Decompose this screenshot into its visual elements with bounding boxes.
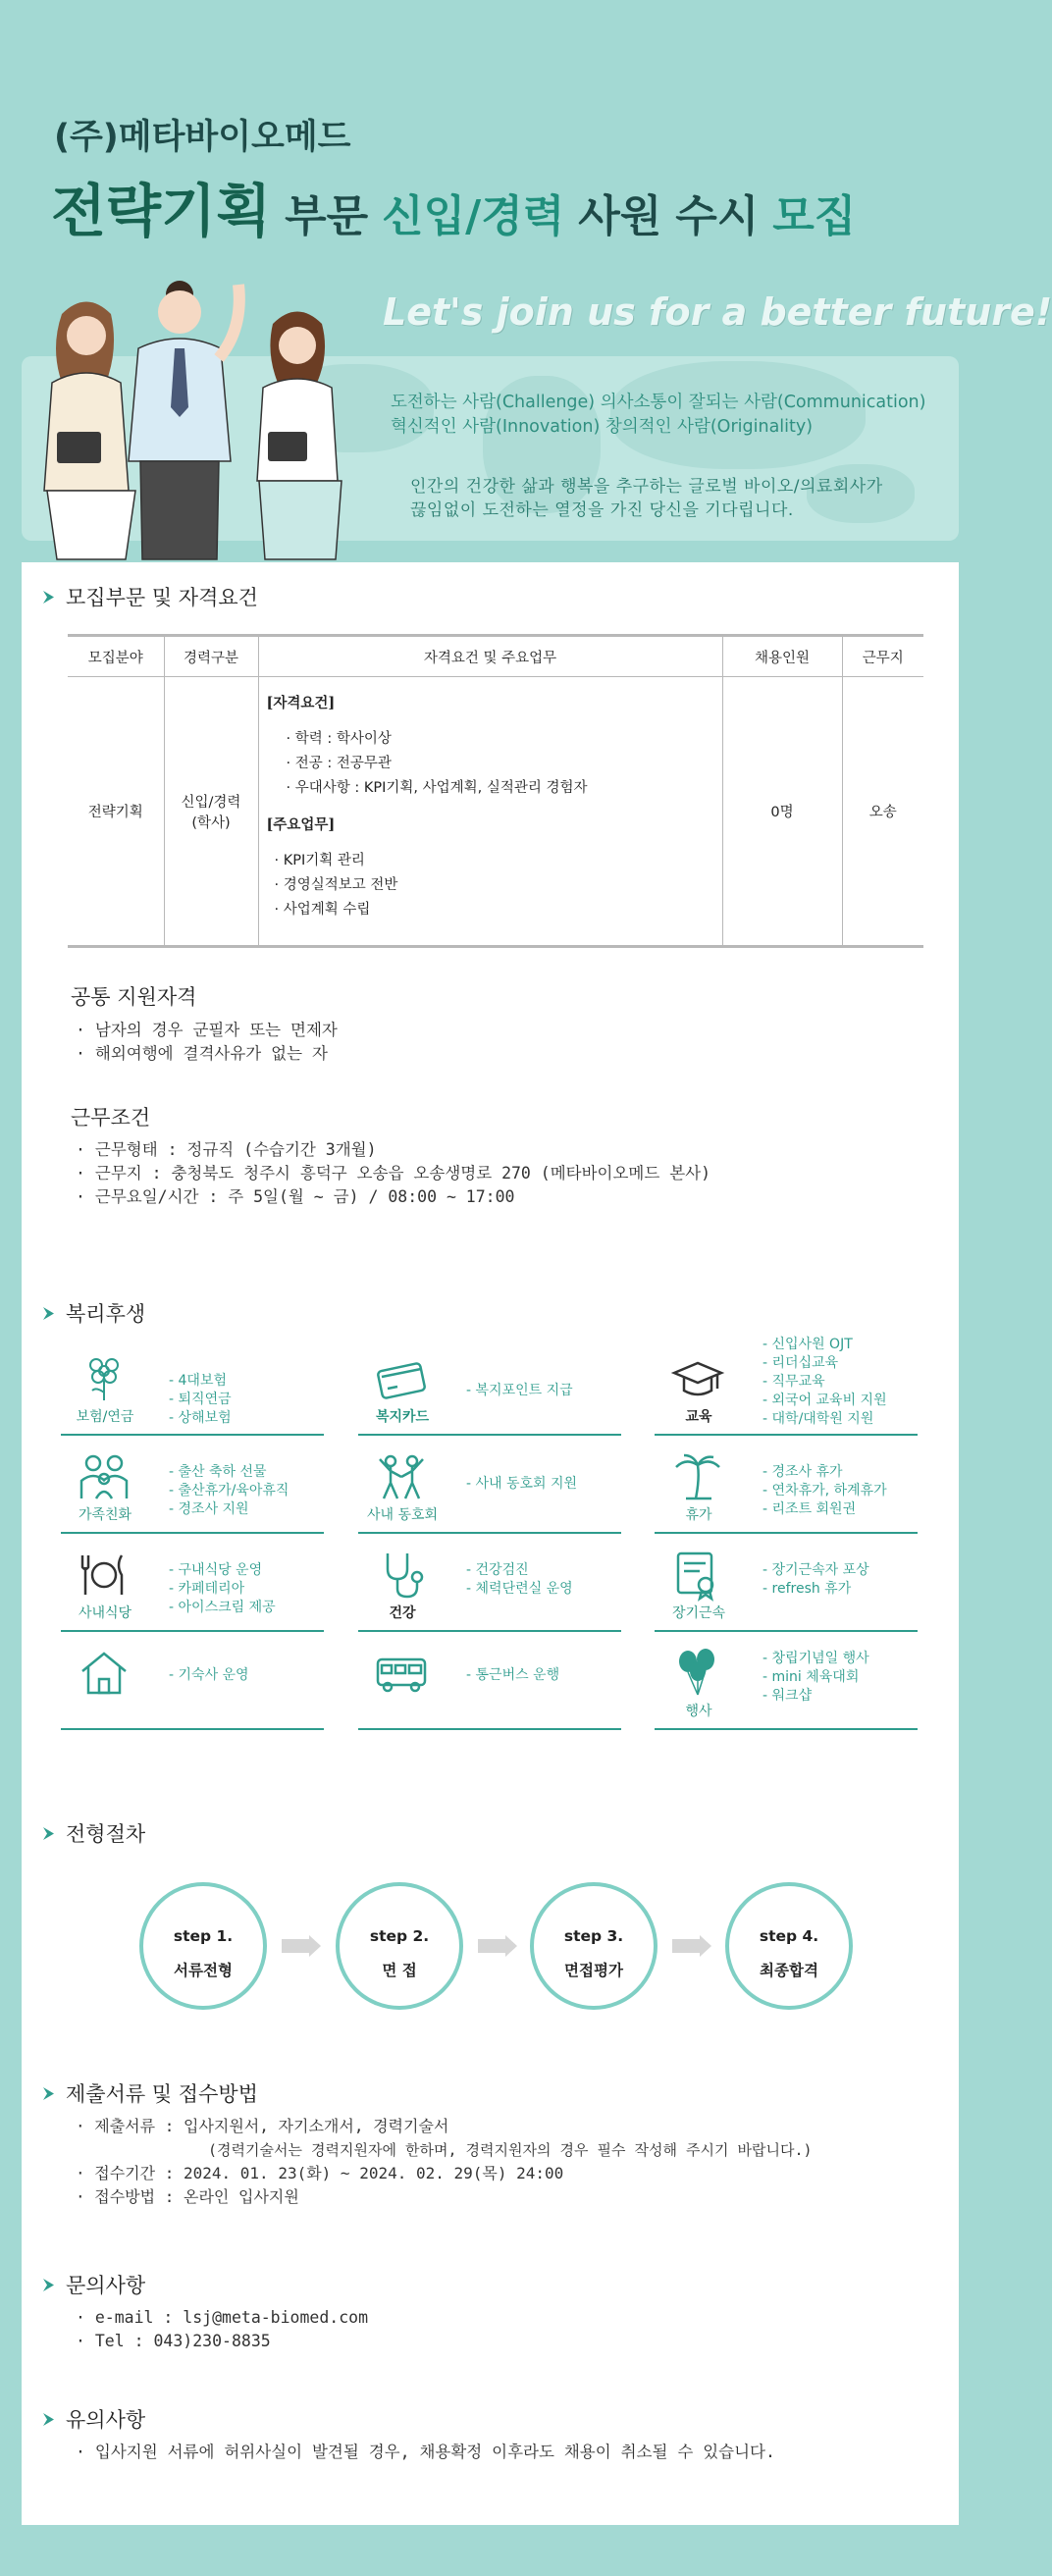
section-title-notice: 유의사항 xyxy=(41,2404,145,2434)
benefit-long-service: 장기근속 - 장기근속자 포상 - refresh 휴가 xyxy=(655,1544,918,1632)
list-item: · 입사지원 서류에 허위사실이 발견될 경우, 채용확정 이후라도 채용이 취소될 수 있습니다. xyxy=(76,2441,775,2464)
list-item: · 제출서류 : 입사지원서, 자기소개서, 경력기술서 xyxy=(76,2115,813,2138)
table-header: 근무지 xyxy=(842,636,923,677)
chevron-right-icon xyxy=(41,2086,56,2101)
submission-list xyxy=(76,2115,813,2209)
table-header: 자격요건 및 주요업무 xyxy=(258,636,722,677)
table-header: 채용인원 xyxy=(722,636,842,677)
hero-message: 인간의 건강한 삶과 행복을 추구하는 글로벌 바이오/의료회사가 xyxy=(410,477,883,497)
chevron-right-icon xyxy=(41,590,56,605)
benefit-education: 교육 - 신입사원 OJT - 리더십교육 - 직무교육 - 외국어 교육비 지원 - 대학/대학원 지원 xyxy=(655,1347,918,1436)
headcount-cell: 0명 xyxy=(722,677,842,947)
list-item: · 접수기간 : 2024. 01. 23(화) ~ 2024. 02. 29(목) 24:00 xyxy=(76,2162,813,2185)
balloons-icon xyxy=(672,1648,723,1699)
process-step: step 2. 면 접 xyxy=(336,1882,463,2010)
section-title-conditions: 근무조건 xyxy=(71,1106,151,1130)
process-step: step 1. 서류전형 xyxy=(139,1882,267,2010)
list-item: · 근무요일/시간 : 주 5일(월 ~ 금) / 08:00 ~ 17:00 xyxy=(76,1185,710,1209)
list-item: · 근무지 : 충청북도 청주시 흥덕구 오송읍 오송생명로 270 (메타바이오메드 본사) xyxy=(76,1162,710,1185)
hero-banner xyxy=(0,0,1052,559)
benefit-vacation: 휴가 - 경조사 휴가 - 연차휴가, 하계휴가 - 리조트 회원권 xyxy=(655,1446,918,1534)
flower-icon xyxy=(79,1353,130,1404)
card-icon xyxy=(376,1353,427,1404)
benefit-events: 행사 - 창립기념일 행사 - mini 체육대회 - 워크샵 xyxy=(655,1642,918,1730)
section-title-contact: 문의사항 xyxy=(41,2270,145,2299)
location-cell: 오송 xyxy=(842,677,923,947)
value-line: 혁신적인 사람(Innovation) 창의적인 사람(Originality) xyxy=(391,417,814,437)
section-title-process: 전형절차 xyxy=(41,1818,145,1848)
headline-part: 모집 xyxy=(772,191,857,241)
list-item: · 해외여행에 결격사유가 없는 자 xyxy=(76,1042,338,1066)
table-header: 모집분야 xyxy=(68,636,164,677)
list-item: · 근무형태 : 정규직 (수습기간 3개월) xyxy=(76,1138,710,1162)
people-cheer-icon xyxy=(376,1451,427,1502)
family-icon xyxy=(79,1451,130,1502)
list-item: · 접수방법 : 온라인 입사지원 xyxy=(76,2185,813,2209)
process-step: step 4. 최종합격 xyxy=(725,1882,853,2010)
company-name: (주)메타바이오메드 xyxy=(54,118,351,157)
section-title-submission: 제출서류 및 접수방법 xyxy=(41,2078,258,2108)
slogan: Let's join us for a better future! xyxy=(383,290,1052,334)
benefit-dormitory: - 기숙사 운영 xyxy=(61,1642,324,1730)
stethoscope-icon xyxy=(376,1550,427,1601)
headline-part: 부문 xyxy=(285,191,369,241)
requirements-cell: [자격요건] · 학력 : 학사이상 · 전공 : 전공무관 · 우대사항 : KPI기획, 사업계획, 실적관리 경험자 [주요업무] · KPI기획 관리 · 경영실적보고 전반 · 사업계획 수립 xyxy=(258,677,722,947)
arrow-right-icon xyxy=(672,1935,711,1957)
bus-icon xyxy=(376,1648,427,1699)
headline-part: 사원 xyxy=(578,191,662,241)
notice-list xyxy=(76,2441,775,2464)
conditions-list xyxy=(76,1138,710,1209)
list-item-note: (경력기술서는 경력지원자에 한하며, 경력지원자의 경우 필수 작성해 주시기 바랍니다.) xyxy=(208,2141,813,2159)
headline-part: 신입/경력 xyxy=(382,191,565,241)
chevron-right-icon xyxy=(41,1306,56,1321)
chevron-right-icon xyxy=(41,2412,56,2427)
chevron-right-icon xyxy=(41,1826,56,1841)
dining-icon xyxy=(79,1550,130,1601)
field-cell: 전략기획 xyxy=(68,677,164,947)
headline-part: 수시 xyxy=(675,191,760,241)
benefit-insurance: 보험/연금 - 4대보험 - 퇴직연금 - 상해보험 xyxy=(61,1347,324,1436)
phone-text: · Tel : 043)230-8835 xyxy=(76,2330,368,2353)
house-icon xyxy=(79,1648,130,1699)
list-item: · 남자의 경우 군필자 또는 면제자 xyxy=(76,1019,338,1042)
arrow-right-icon xyxy=(282,1935,321,1957)
benefit-shuttle: - 통근버스 운행 xyxy=(358,1642,621,1730)
section-title-recruit: 모집부문 및 자격요건 xyxy=(41,582,258,611)
table-row xyxy=(68,677,923,947)
benefit-family: 가족친화 - 출산 축하 선물 - 출산휴가/육아휴직 - 경조사 지원 xyxy=(61,1446,324,1534)
common-list xyxy=(76,1019,338,1066)
hero-message: 끊임없이 도전하는 열정을 가진 당신을 기다립니다. xyxy=(410,500,794,520)
table-header: 경력구분 xyxy=(164,636,258,677)
section-title-common: 공통 지원자격 xyxy=(71,985,197,1009)
process-step: step 3. 면접평가 xyxy=(530,1882,658,2010)
email-text: · e-mail : lsj@meta-biomed.com xyxy=(76,2306,368,2330)
graduation-cap-icon xyxy=(672,1353,723,1404)
employees-illustration xyxy=(18,275,356,559)
benefit-club: 사내 동호회 - 사내 동호회 지원 xyxy=(358,1446,621,1534)
contact-list xyxy=(76,2306,368,2353)
recruit-table xyxy=(68,634,923,948)
section-title-benefits: 복리후생 xyxy=(41,1298,145,1328)
arrow-right-icon xyxy=(478,1935,517,1957)
certificate-icon xyxy=(672,1550,723,1601)
palm-tree-icon xyxy=(672,1451,723,1502)
benefit-welfare-card: 복지카드 - 복지포인트 지급 xyxy=(358,1347,621,1436)
benefit-cafeteria: 사내식당 - 구내식당 운영 - 카페테리아 - 아이스크림 제공 xyxy=(61,1544,324,1632)
career-cell: 신입/경력 (학사) xyxy=(164,677,258,947)
value-line: 도전하는 사람(Challenge) 의사소통이 잘되는 사람(Communication) xyxy=(391,393,926,412)
benefit-health: 건강 - 건강검진 - 체력단련실 운영 xyxy=(358,1544,621,1632)
headline xyxy=(51,165,869,247)
chevron-right-icon xyxy=(41,2278,56,2292)
headline-part: 전략기획 xyxy=(51,178,272,244)
content-card xyxy=(22,562,959,2525)
